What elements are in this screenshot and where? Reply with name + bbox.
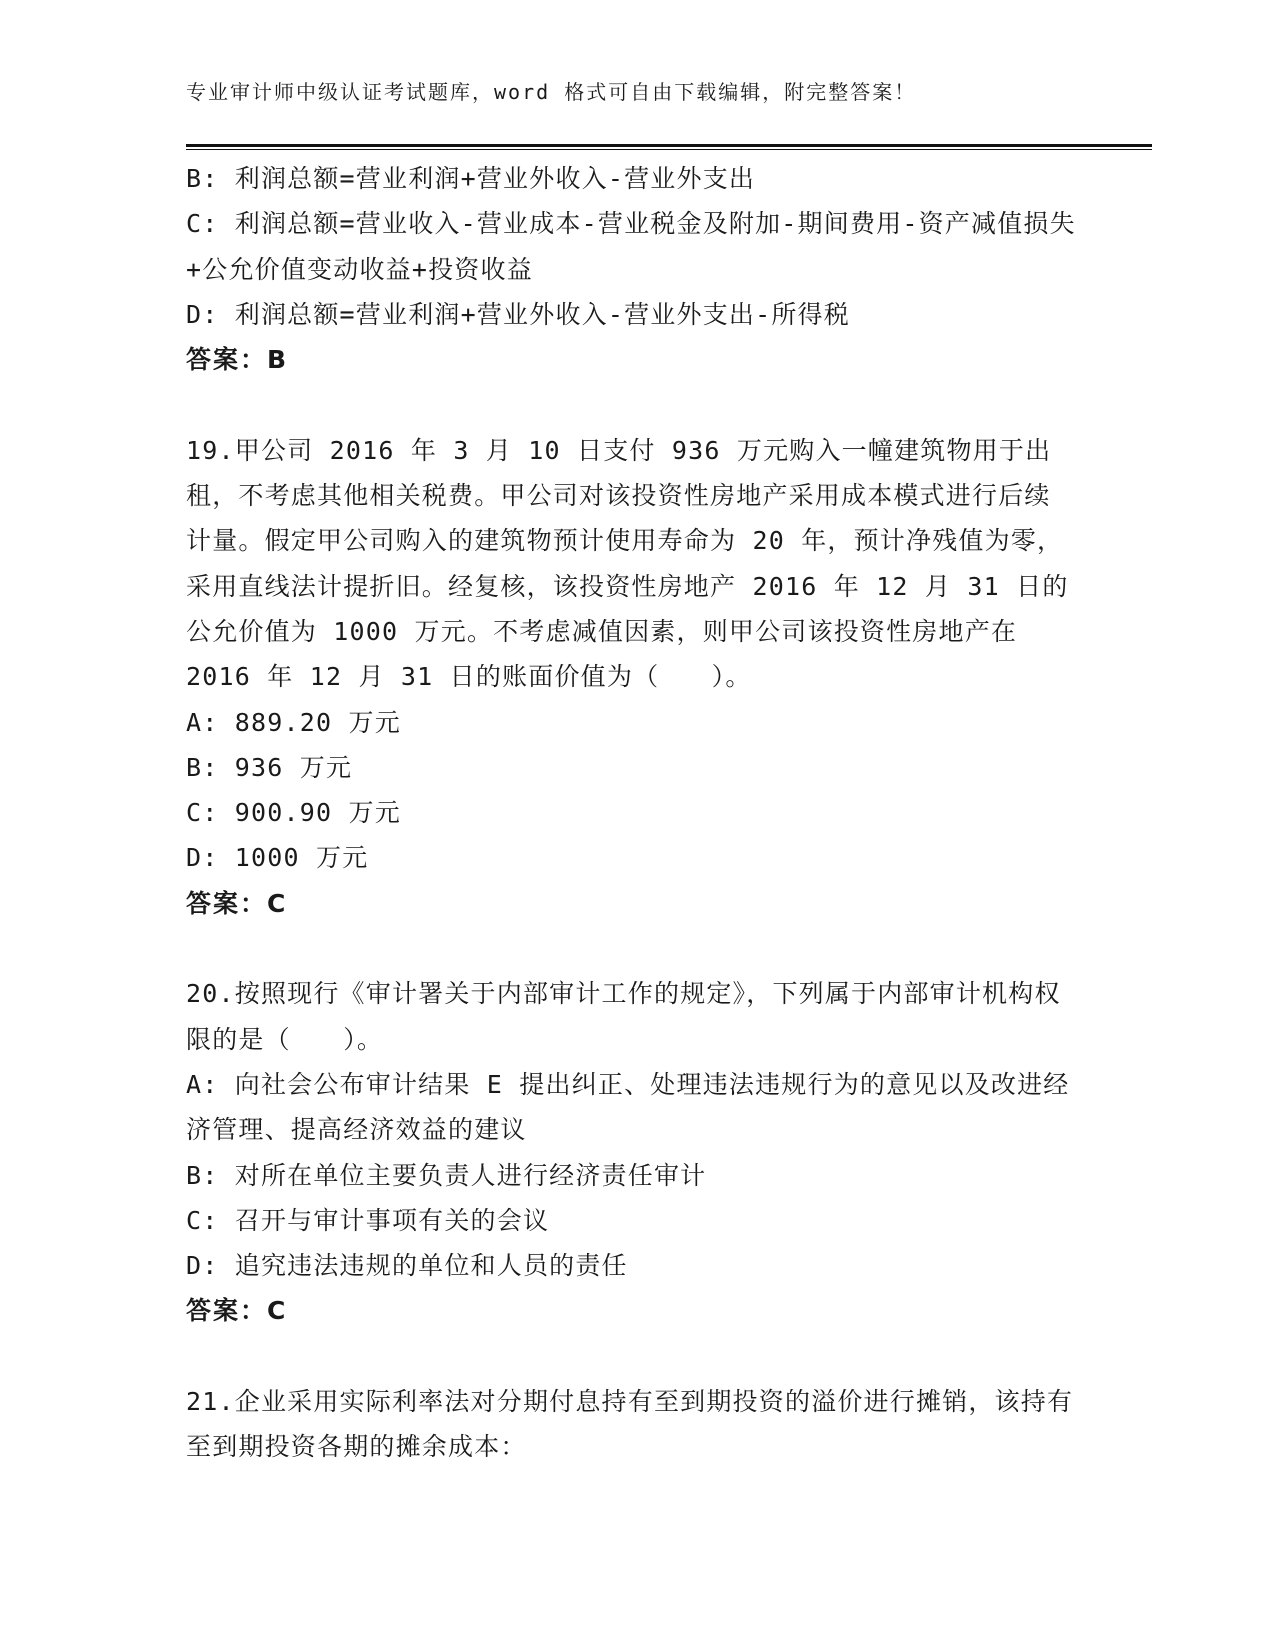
question-text: 19.甲公司 2016 年 3 月 10 日支付 936 万元购入一幢建筑物用于出租，不考虑其他相关税费。甲公司对该投资性房地产采用成本模式进行后续计量。假定甲公司购入的建筑物预计使用寿命为 20 年，预计净残值为零，采用直线法计提折旧。经复核，该投资性房地产 2016 年 12 月 31 日的公允价值为 1000 万元。不考虑减值因素，则甲公司该投资性房地产在 2016 年 12 月 31 日的账面价值为（ ）。 <box>186 435 1069 692</box>
page-header: 专业审计师中级认证考试题库，word 格式可自由下载编辑，附完整答案！ <box>186 80 917 104</box>
spacer <box>186 926 1076 971</box>
previous-question <box>186 156 1076 382</box>
option-b: B: 利润总额=营业利润+营业外收入-营业外支出 <box>186 164 756 193</box>
document-body <box>186 156 1076 1470</box>
option-c: C: 召开与审计事项有关的会议 <box>186 1205 550 1235</box>
option-c: C: 利润总额=营业收入-营业成本-营业税金及附加-期间费用-资产减值损失+公允价值变动收益+投资收益 <box>186 209 1076 284</box>
option-d: D: 追究违法违规的单位和人员的责任 <box>186 1251 628 1281</box>
option-a: A: 889.20 万元 <box>186 707 401 737</box>
option-b: B: 对所在单位主要负责人进行经济责任审计 <box>186 1160 707 1190</box>
option-c: C: 900.90 万元 <box>186 798 401 828</box>
header-rule-thin <box>186 149 1152 150</box>
answer: 答案：B <box>186 345 289 375</box>
answer: 答案：C <box>186 888 288 918</box>
question-20 <box>186 971 1076 1333</box>
question-19 <box>186 428 1076 926</box>
answer: 答案：C <box>186 1296 288 1326</box>
spacer <box>186 382 1076 427</box>
spacer <box>186 1334 1076 1379</box>
option-a: A: 向社会公布审计结果 E 提出纠正、处理违法违规行为的意见以及改进经济管理、提高经济效益的建议 <box>186 1069 1070 1145</box>
question-text: 21.企业采用实际利率法对分期付息持有至到期投资的溢价进行摊销，该持有至到期投资各期的摊余成本： <box>186 1387 1074 1462</box>
question-21 <box>186 1379 1076 1470</box>
option-d: D: 1000 万元 <box>186 843 369 873</box>
option-d: D: 利润总额=营业利润+营业外收入-营业外支出-所得税 <box>186 299 850 329</box>
option-b: B: 936 万元 <box>186 752 353 782</box>
question-text: 20.按照现行《审计署关于内部审计工作的规定》，下列属于内部审计机构权限的是（ ）。 <box>186 979 1061 1054</box>
header-rule-thick <box>186 144 1152 147</box>
